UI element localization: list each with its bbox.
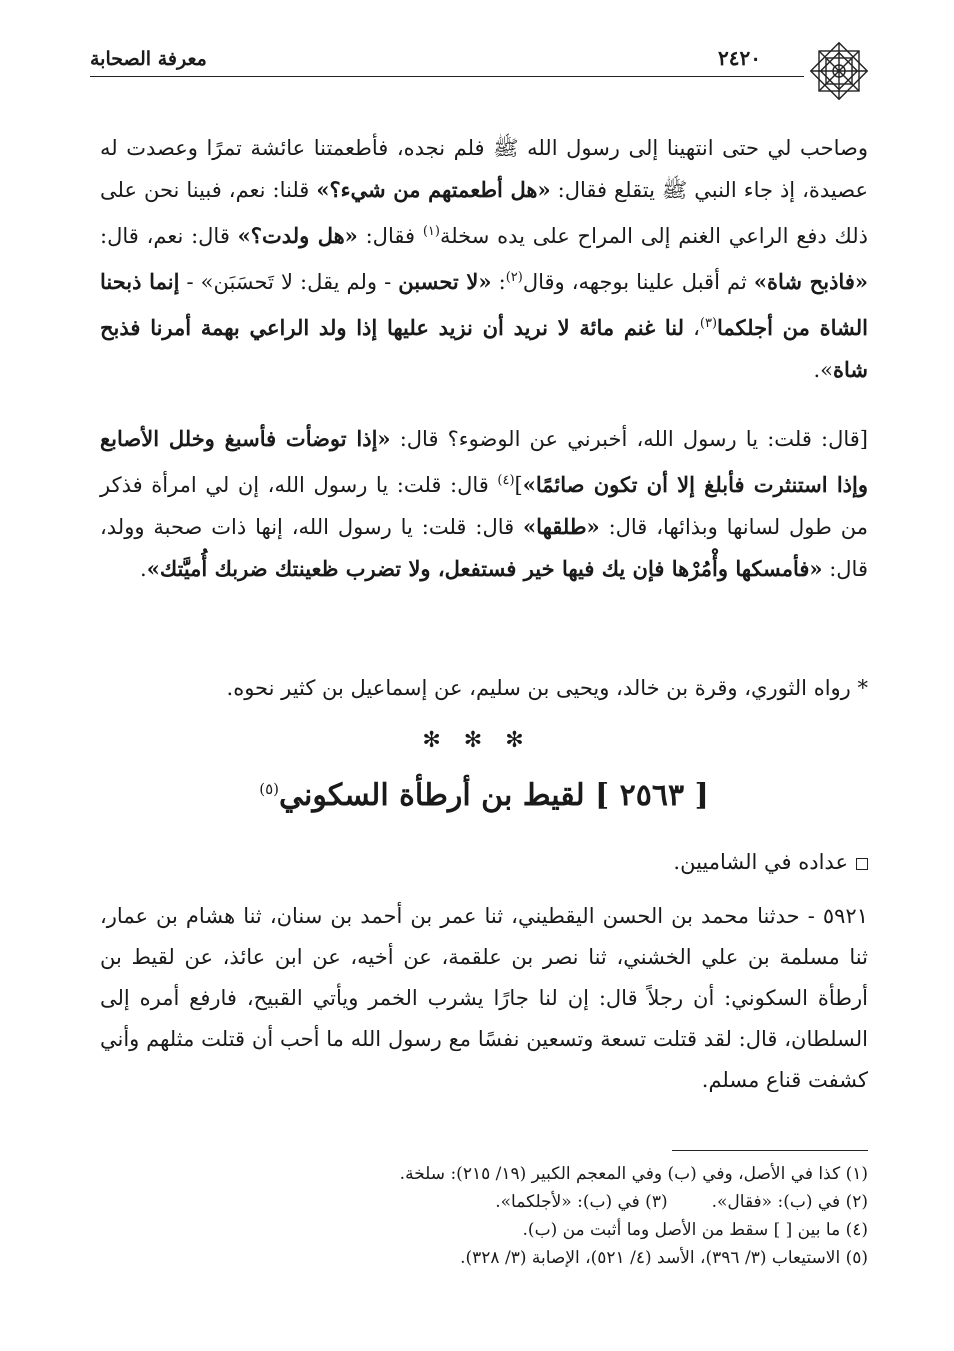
- footnote-row-2-3: [100, 1188, 868, 1216]
- running-title: معرفة الصحابة: [90, 48, 207, 70]
- footnote-1: (١) كذا في الأصل، وفي (ب) وفي المعجم الكبير (١٩/ ٢١٥): سلخة.: [399, 1164, 868, 1184]
- para1-quote: «فاذبح شاة»: [753, 269, 868, 294]
- para2-quote: «فأمسكها وأْمُرْها فإن يك فيها خير فستفعل، ولا تضرب ظعينتك ضربك أُميَّتك»: [146, 556, 823, 581]
- para1-text: - ولم يقل: لا تَحسَبَن» -: [179, 270, 399, 294]
- footnote-rule: [672, 1150, 868, 1151]
- para1-quote: «هل أطعمتهم من شيء؟»: [316, 177, 551, 202]
- para2-text: ]: [514, 473, 523, 497]
- octagram-ornament-icon: [808, 40, 870, 102]
- para2-footnote-ref: (٤): [497, 473, 515, 488]
- section-separator: ✻ ✻ ✻: [422, 728, 532, 753]
- para2-text: قال: قلت: يا رسول الله، إنها ذات صحبة وولد، قال:: [100, 515, 868, 581]
- para1-text: :: [491, 270, 506, 294]
- section-heading: [100, 778, 868, 813]
- para2-text: قال: قلت: يا رسول الله، إن لي امرأة فذكر من طول لسانها وبذائها، قال:: [100, 473, 868, 539]
- square-bullet-icon: [856, 858, 868, 870]
- para1-quote: إنما ذبحنا الشاة من أجلكما: [100, 269, 868, 340]
- section-heading-text: [ ٢٥٦٣ ] لقيط بن أرطأة السكوني: [279, 778, 709, 813]
- narrators-note: * رواه الثوري، وقرة بن خالد، ويحيى بن سليم، عن إسماعيل بن كثير نحوه.: [226, 676, 868, 700]
- paragraph-wudu: [100, 418, 868, 590]
- para1-text: فقال:: [357, 224, 423, 248]
- paragraph-narrators: [100, 668, 868, 709]
- section-heading-footnote-ref: (٥): [259, 780, 279, 798]
- para2-quote: «طلقها»: [523, 514, 600, 539]
- para1-quote: «لا تحسبن: [398, 269, 492, 294]
- companion-note-text: عداده في الشاميين.: [673, 850, 848, 874]
- footnote-3: (٣) في (ب): «لأجلكما».: [495, 1192, 668, 1212]
- para1-footnote-ref: (١): [422, 224, 440, 239]
- page-header: [90, 40, 870, 100]
- page-number: ٢٤٢٠: [718, 46, 761, 70]
- paragraph-hadith-5921: [100, 896, 868, 1101]
- para2-text: [قال: قلت: يا رسول الله، أخبرني عن الوضوء؟ قال:: [390, 427, 868, 451]
- footnotes: [100, 1160, 868, 1272]
- header-rule: [90, 76, 804, 77]
- footnote-4: (٤) ما بين [ ] سقط من الأصل وما أثبت من (ب).: [522, 1220, 868, 1240]
- paragraph-hadith-continuation: [100, 128, 868, 391]
- para1-text: قلنا: نعم، فبينا نحن على ذلك دفع الراعي الغنم إلى المراح على يده سخلة: [100, 178, 869, 248]
- para1-text: قال: نعم، قال:: [100, 224, 238, 248]
- para2-quote: «إذا توضأت فأسبغ وخلل الأصابع وإذا استنثرت فأبلغ إلا أن تكون صائمًا»: [100, 426, 868, 497]
- para1-quote: لنا غنم مائة لا نريد أن نزيد عليها إذا ولد الراعي بهمة أمرنا فذبح شاة: [100, 315, 868, 382]
- para1-quote: «هل ولدت؟»: [237, 223, 358, 248]
- para1-footnote-ref: (٢): [505, 270, 523, 285]
- footnote-2: (٢) في (ب): «فقال».: [711, 1192, 868, 1212]
- para1-text: ،: [684, 316, 700, 340]
- para1-footnote-ref: (٣): [699, 316, 718, 331]
- footnote-5: (٥) الاستيعاب (٣/ ٣٩٦)، الأسد (٤/ ٥٢١)، الإصابة (٣/ ٣٢٨).: [460, 1248, 868, 1268]
- companion-note: [100, 842, 868, 882]
- hadith-5921-text: ٥٩٢١ - حدثنا محمد بن الحسن اليقطيني، ثنا عمر بن أحمد بن سنان، ثنا هشام بن عمار، ثنا مسلمة بن علي الخشني، ثنا نصر بن علقمة، عن أخيه، عن ابن عائذ، عن لقيط بن أرطأة السكوني: أن رجلاً قال: إن لنا جارًا يشرب الخمر ويأتي القبيح، فارفع أمره إلى السلطان، قال: لقد قتلت تسعة وتسعين نفسًا مع رسول الله ما أحب أن قتلت مثلهم وأني كشفت قناع مسلم.: [100, 904, 868, 1092]
- para1-text: وصاحب لي حتى انتهينا إلى رسول الله ﷺ فلم نجده، فأطعمتنا عائشة تمرًا وعصدت له عصيدة، إذ جاء النبي ﷺ يتقلع فقال:: [100, 136, 869, 202]
- para1-text: ثم أقبل علينا بوجهه، وقال: [522, 270, 754, 294]
- para1-text: ».: [813, 358, 833, 382]
- para2-text: .: [140, 557, 147, 581]
